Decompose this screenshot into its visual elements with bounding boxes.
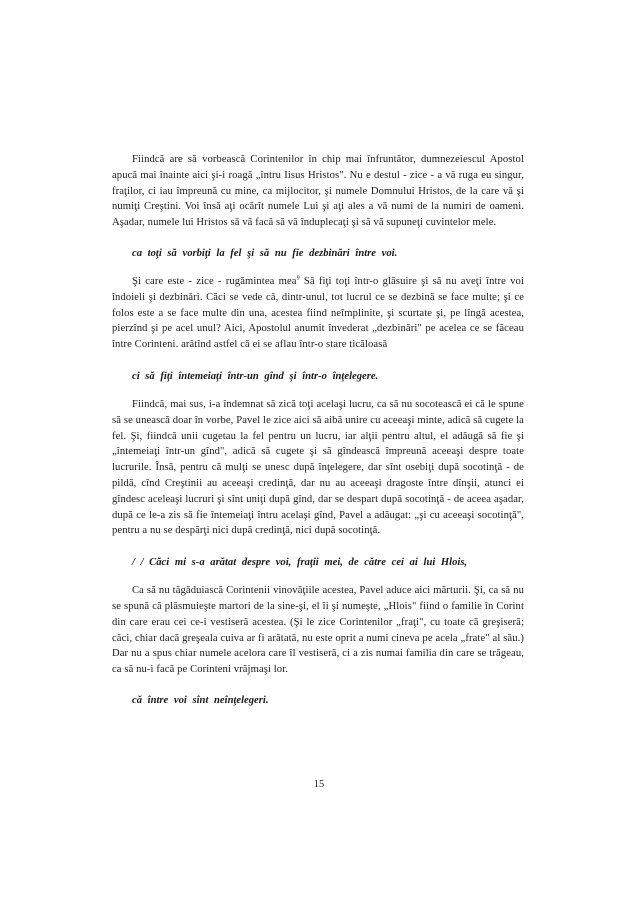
scripture-verse-2: ci să fiţi întemeiaţi într-un gînd şi într-o înţelegere.	[132, 370, 379, 382]
commentary-paragraph-2	[112, 274, 524, 353]
scripture-verse-1: ca toţi să vorbiţi la fel şi să nu fie dezbinări între voi.	[132, 247, 398, 259]
scripture-verse-4: că între voi sînt neînţelegeri.	[132, 694, 269, 706]
page-body	[112, 152, 524, 708]
paragraph-2-start: Şi care este - zice - rugămintea mea	[132, 275, 297, 287]
page-number: 15	[313, 779, 325, 790]
commentary-paragraph-1: Fiindcă are să vorbească Corintenilor în chip mai înfruntător, dumnezeiescul Apostol apucă mai înainte aici şi-i roagă „întru Iisus Hristos". Nu e destul - zice - a vă ruga eu singur, fraţilor, ci iau împreună cu mine, ca mijlocitor, şi numele Domnului Hristos, de la care vă şi numiţi Creştini. Voi însă aţi ocărît numele Lui şi aţi ales a vă numi de la numiri de oameni. Aşadar, numele lui Hristos să vă facă să vă înduplecaţi şi să vă supuneţi cuvintelor mele.	[112, 154, 524, 229]
commentary-paragraph-4: Ca să nu tăgăduiască Corintenii vinovăţiile acestea, Pavel aduce aici mărturii. Şi, ca să nu se spună că plăsmuieşte martori de la sine-şi, el îi şi numeşte, „Hlois" fiind o familie în Corint din care erau cei ce-i vestiseră acestea. (Şi le zice Corintenilor „fraţi", cu toate că greşiseră; căci, chiar dacă greşeala cuiva ar fi arătată, nu este oprit a numi cineva pe acela „frate" al său.) Dar nu a spus chiar numele acelora care îl vestiseră, ci a zis numai familia din care se trăgeau, ca să nu-i facă pe Corinteni vrăjmaşi lor.	[112, 585, 524, 676]
paragraph-2-rest: Să fiţi toţi într-o glăsuire şi să nu aveţi între voi îndoieli şi dezbinări. Căci se vede că, dintr-unul, tot lucrul ce se dezbină se face multe; şi ce folos este a se face multe din una, acestea fiind neîmplinite, şi scurtate şi, pe lîngă acestea, pierzînd şi pe acel unul? Aici, Apostolul anumit învederat „dezbinări" pe acelea ce se făceau între Corinteni. arătînd astfel că ei se aflau într-o stare ticăloasă	[112, 275, 524, 351]
footnote-marker: 9	[296, 275, 300, 282]
scripture-verse-3: / / Căci mi s-a arătat despre voi, fraţii mei, de către cei ai lui Hlois,	[132, 557, 468, 569]
commentary-paragraph-3: Fiindcă, mai sus, i-a îndemnat să zică toţi acelaşi lucru, ca să nu socotească ei că le spune să se unească doar în vorbe, Pavel le zice aici să aibă unire cu aceeaşi minte, adică să cugete la fel. Şi, fiindcă unii cugetau la fel pentru un lucru, iar alţii pentru altul, el adăugă să fie şi „întemeiaţi într-un gînd", adică să cugete şi să gîndească împreună aceeaşi despre toate lucrurile. Însă, pentru că mulţi se unesc după înţelegere, dar sînt osebiţi după socotinţă - de pildă, cînd Creştinii au aceeaşi credinţă, dar nu au aceeaşi dragoste între dînşii, atunci ei gîndesc aceleaşi lucruri şi sînt uniţi după gînd, dar se despart după socotinţă - de aceea aşadar, după ce le-a zis să fie întemeiaţi întru acelaşi gînd, Pavel a adăugat: „şi cu aceeaşi socotinţă", pentru a nu se despărţi nici după credinţă, nici după socotinţă.	[112, 398, 524, 537]
